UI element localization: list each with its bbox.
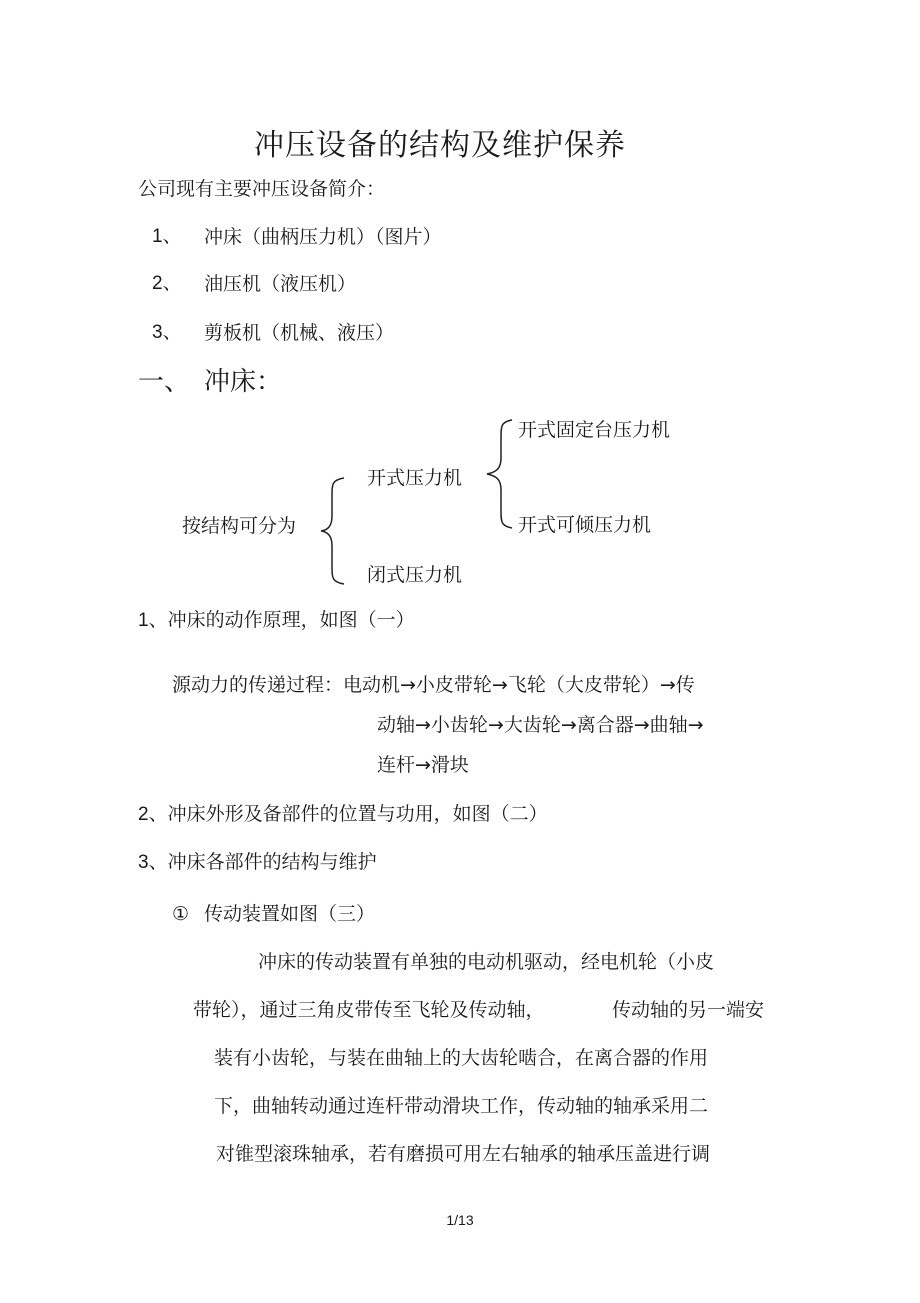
body-line: 下，曲轴转动通过连杆带动滑块工作，传动轴的轴承采用二 bbox=[214, 1095, 709, 1117]
list-item: 油压机（液压机） bbox=[204, 273, 357, 295]
page-title: 冲压设备的结构及维护保养 bbox=[254, 128, 626, 163]
item-heading bbox=[138, 607, 415, 634]
subsection-number: ① bbox=[172, 903, 190, 925]
list-item: 冲床（曲柄压力机）（图片） bbox=[204, 226, 442, 248]
left-brace-icon bbox=[318, 476, 348, 586]
body-line: 装有小齿轮，与装在曲轴上的大齿轮啮合，在离合器的作用 bbox=[214, 1047, 709, 1069]
transmission-line: 动轴→小齿轮→大齿轮→离合器→曲轴→ bbox=[377, 714, 704, 736]
list-item: 剪板机（机械、液压） bbox=[204, 322, 395, 344]
list-item-number: 3、 bbox=[152, 322, 182, 343]
page-number: 1/13 bbox=[446, 1212, 474, 1228]
left-brace-icon bbox=[484, 418, 516, 530]
body-line: 冲床的传动装置有单独的电动机驱动，经电机轮（小皮 bbox=[258, 951, 715, 973]
classification-open-label: 开式压力机 bbox=[367, 467, 463, 489]
item-heading bbox=[138, 801, 548, 828]
item-text: 、冲床的动作原理，如图（一） bbox=[148, 609, 415, 631]
list-item-number: 1、 bbox=[152, 226, 182, 247]
classification-open-tilt-label: 开式可倾压力机 bbox=[518, 514, 652, 536]
section-number: 一、 bbox=[138, 367, 191, 397]
body-line: 带轮），通过三角皮带传至飞轮及传动轴， bbox=[193, 999, 545, 1021]
classification-open-fixed-label: 开式固定台压力机 bbox=[518, 419, 671, 441]
item-number: 1 bbox=[138, 610, 149, 631]
body-line: 对锥型滚珠轴承，若有磨损可用左右轴承的轴承压盖进行调 bbox=[216, 1143, 711, 1165]
classification-root-label: 按结构可分为 bbox=[182, 515, 297, 537]
item-heading bbox=[138, 849, 377, 876]
intro-text: 公司现有主要冲压设备简介： bbox=[138, 178, 386, 200]
item-text: 、冲床外形及备部件的位置与功用，如图（二） bbox=[148, 803, 548, 825]
item-number: 3 bbox=[138, 852, 149, 873]
transmission-line: 连杆→滑块 bbox=[377, 754, 469, 776]
classification-closed-label: 闭式压力机 bbox=[367, 564, 463, 586]
subsection-heading: 传动装置如图（三） bbox=[204, 903, 376, 925]
section-heading: 冲床： bbox=[204, 367, 283, 397]
body-line: 传动轴的另一端安 bbox=[612, 999, 765, 1021]
item-number: 2 bbox=[138, 804, 149, 825]
list-item-number: 2、 bbox=[152, 273, 182, 294]
transmission-line: 源动力的传递过程：电动机→小皮带轮→飞轮（大皮带轮）→传 bbox=[172, 674, 695, 696]
item-text: 、冲床各部件的结构与维护 bbox=[148, 851, 377, 873]
